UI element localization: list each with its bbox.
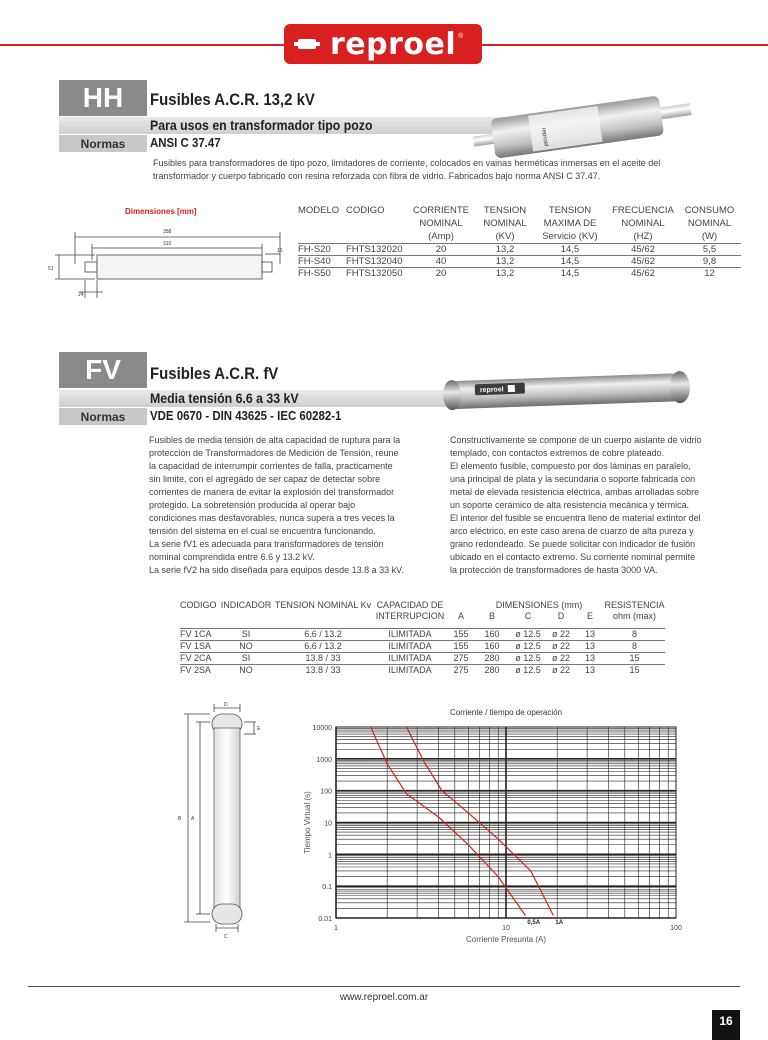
hh-subtitle: Para usos en transformador tipo pozo — [150, 117, 373, 133]
table-row — [180, 629, 665, 641]
registered-mark: ® — [458, 32, 464, 40]
hh-normas-label: Normas — [59, 135, 147, 152]
table-cell: FH-S40 — [298, 256, 346, 268]
table-row — [180, 641, 665, 653]
y-tick-label: 10 — [324, 820, 332, 828]
text-line: ubicado en el contacto extremo. Su corriente nominal permite — [450, 552, 696, 562]
table-cell: 20 — [404, 244, 478, 256]
table-cell: 40 — [404, 256, 478, 268]
fv-normas-value: VDE 0670 - DIN 43625 - IEC 60282-1 — [150, 408, 342, 423]
hh-dimensions-title: Dimensiones [mm] — [125, 207, 197, 216]
text-line: El elemento fusible, compuesto por dos láminas en paralelo, — [450, 461, 691, 471]
page-number: 16 — [712, 1010, 740, 1040]
hh-spec-table — [298, 204, 741, 279]
table-cell: 5,5 — [678, 244, 741, 256]
text-line: grano redondeado. Se puede solicitar con indicador de fusión — [450, 539, 696, 549]
hh-header-cell: MAXIMA DE — [543, 218, 597, 229]
fv-h-a: A — [457, 611, 464, 621]
hh-table-body — [298, 244, 741, 280]
table-cell: 14,5 — [532, 256, 608, 268]
fv-normas-label: Normas — [59, 408, 147, 425]
hh-header-cell: (KV) — [495, 231, 515, 242]
y-tick-label: 100 — [320, 788, 332, 796]
hh-header-cell: NOMINAL — [621, 218, 665, 229]
table-cell: 8 — [604, 641, 665, 653]
table-cell: ø 12.5 — [510, 653, 546, 665]
dim-358: 358 — [163, 229, 172, 235]
table-cell: 155 — [448, 641, 474, 653]
table-cell: FV 2SA — [180, 665, 218, 677]
x-tick-label: 100 — [670, 925, 682, 932]
table-cell: 280 — [474, 653, 510, 665]
table-cell: ø 12.5 — [510, 641, 546, 653]
hh-dimension-drawing — [45, 220, 295, 305]
hh-header-cell: Servicio (KV) — [542, 231, 598, 242]
fv-h-d: D — [557, 611, 565, 621]
table-cell: 13.8 / 33 — [274, 665, 372, 677]
table-cell: ø 22 — [546, 653, 576, 665]
fv-fuse-photo — [440, 365, 700, 420]
fv-h-e: E — [586, 611, 593, 621]
text-line: La serie fV1 es adecuada para transformadores de tensión — [149, 539, 384, 549]
table-cell: 13 — [576, 629, 604, 641]
series-label: 1A — [555, 920, 564, 926]
text-line: una principal de plata y la secundaria o soporte fabricada con — [450, 474, 696, 484]
table-cell: 13 — [576, 641, 604, 653]
table-cell: FHTS132040 — [346, 256, 403, 267]
fv-code-badge: FV — [59, 352, 147, 388]
fv-left-text — [149, 434, 431, 577]
hh-title: Fusibles A.C.R. 13,2 kV — [150, 90, 315, 109]
table-cell: 155 — [448, 629, 474, 641]
hh-header-cell — [346, 217, 404, 230]
text-line: tensión del sistema en el cual se encuentra funcionando. — [149, 526, 376, 536]
table-cell: SI — [218, 653, 274, 665]
fv-title: Fusibles A.C.R. fV — [150, 364, 279, 383]
text-line: corrientes de manera de evitar la explosión del transformador — [149, 487, 395, 497]
table-cell: 15 — [604, 653, 665, 665]
table-cell: 9,8 — [678, 256, 741, 268]
table-cell: 20 — [404, 268, 478, 280]
table-cell: SI — [218, 629, 274, 641]
hh-header-cell — [298, 230, 346, 244]
series-label: 0,5A — [527, 920, 541, 926]
hh-header-cell: MODELO — [298, 205, 340, 216]
fv-dim-a: A — [191, 816, 195, 822]
hh-header-cell — [346, 230, 404, 244]
table-cell: 12 — [678, 268, 741, 280]
hh-header-cell: CODIGO — [346, 205, 385, 216]
table-cell: FH-S50 — [298, 268, 346, 280]
text-line: la capacidad de interrumpir corrientes de falla, practicamente — [149, 461, 393, 471]
brand-logo — [284, 24, 482, 64]
table-cell: FV 1CA — [180, 629, 218, 641]
text-line: metal de elevada resistencia eléctrica, ambas arrolladas sobre — [450, 487, 700, 497]
fv-spec-table — [180, 600, 665, 676]
y-tick-label: 0.01 — [318, 916, 332, 923]
table-cell: FHTS132020 — [346, 244, 403, 255]
table-cell: 45/62 — [608, 268, 678, 280]
hh-header-cell: FRECUENCIA — [612, 205, 674, 216]
fv-dim-c: C — [224, 934, 228, 940]
hh-description: Fusibles para transformadores de tipo pozo, limitadores de corriente, colocados en vainas herméticas inmersas en el aceite del transformador y cuerpo fabricado con resina reforzada con fibra de vidrio. Fabricados bajo norma ANSI C 37.47. — [153, 158, 661, 181]
table-cell: 15 — [604, 665, 665, 677]
table-cell: 160 — [474, 629, 510, 641]
x-tick-label: 1 — [334, 925, 338, 932]
fv-h-tension: TENSION NOMINAL Kv — [274, 600, 372, 610]
hh-header-cell: CORRIENTE — [413, 205, 469, 216]
table-cell: ø 22 — [546, 629, 576, 641]
text-line: El interior del fusible se encuentra lleno de material extintor del — [450, 513, 701, 523]
fv-table-body — [180, 629, 665, 677]
fv-h-capacidad: CAPACIDAD DE — [376, 600, 444, 610]
hh-photo-label: reproel — [540, 127, 549, 147]
table-cell: NO — [218, 641, 274, 653]
table-cell: 45/62 — [608, 256, 678, 268]
table-row — [180, 653, 665, 665]
table-cell: ø 12.5 — [510, 629, 546, 641]
table-cell: FV 2CA — [180, 653, 218, 665]
table-cell: 14,5 — [532, 244, 608, 256]
table-cell: 275 — [448, 665, 474, 677]
dim-24: 24 — [78, 292, 84, 298]
footer-rule — [28, 986, 740, 987]
table-cell: 6.6 / 13.2 — [274, 641, 372, 653]
fv-subtitle: Media tensión 6.6 a 33 kV — [150, 390, 299, 406]
table-cell: 13 — [576, 653, 604, 665]
y-tick-label: 10000 — [312, 725, 332, 732]
y-axis-label: Tiempo Virtual (s) — [303, 791, 312, 854]
hh-header-cell: NOMINAL — [483, 218, 527, 229]
fv-dim-d: D — [224, 702, 228, 708]
text-line: la protección de transformadores de hasta 3000 VA. — [450, 565, 658, 575]
hh-header-cell: NOMINAL — [687, 218, 732, 229]
fv-h-b: B — [488, 611, 495, 621]
fv-h-dimensiones: DIMENSIONES (mm) — [495, 600, 583, 610]
text-line: un soporte cerámico de alta resistencia mecánica y térmica. — [450, 500, 690, 510]
hh-header-cell: TENSION — [548, 205, 592, 216]
text-line: Fusibles de media tensión de alta capacidad de ruptura para la — [149, 435, 401, 445]
hh-header-cell: NOMINAL — [419, 218, 463, 229]
dim-51: 51 — [48, 266, 54, 272]
hh-header-cell: (W) — [701, 231, 718, 242]
y-tick-label: 1000 — [316, 756, 332, 764]
text-line: La serie fV2 ha sido diseñada para equipos desde 13.8 a 33 kV. — [149, 565, 404, 575]
fv-dim-e: E — [257, 726, 261, 732]
x-axis-label: Corriente Presunta (A) — [465, 935, 547, 944]
table-cell: 6.6 / 13.2 — [274, 629, 372, 641]
footer-url[interactable]: www.reproel.com.ar — [339, 992, 429, 1003]
hh-header-cell: (HZ) — [633, 231, 653, 242]
table-cell: ILIMITADA — [372, 641, 448, 653]
fv-h-c: C — [524, 611, 532, 621]
table-row — [298, 268, 741, 280]
hh-code-badge: HH — [59, 80, 147, 116]
text-line: sin limite, con el agregado de ser capaz de detectar sobre — [149, 474, 381, 484]
text-line: Constructivamente se compone de un cuerpo aislante de vidrio — [450, 435, 702, 445]
table-cell: ø 22 — [546, 641, 576, 653]
brand-name: reproel — [330, 26, 457, 62]
table-cell: 275 — [448, 653, 474, 665]
text-line: nominal comprendida entre 6.6 y 13.2 kV. — [149, 552, 315, 562]
dim-15: 15 — [277, 248, 283, 254]
fv-dimension-drawing — [170, 700, 270, 940]
time-current-chart — [290, 700, 710, 950]
hh-header-cell — [298, 217, 346, 230]
table-cell: FV 1SA — [180, 641, 218, 653]
hh-header-cell: (Amp) — [428, 231, 454, 242]
fv-right-text — [450, 434, 740, 577]
table-cell: 14,5 — [532, 268, 608, 280]
hh-normas-value: ANSI C 37.47 — [150, 135, 221, 150]
fv-h-resistencia: RESISTENCIA — [604, 600, 665, 610]
text-line: templado, con contactos extremos de cobre plateado. — [450, 448, 665, 458]
y-tick-label: 0.1 — [322, 884, 332, 892]
text-line: arco eléctrico, en este caso arena de cuarzo de alta pureza y — [450, 526, 694, 536]
fv-dim-b: B — [178, 816, 182, 822]
fuse-logo-icon — [294, 37, 320, 51]
table-cell: 13,2 — [478, 268, 532, 280]
table-cell: FH-S20 — [298, 244, 346, 256]
hh-header-cell: TENSION — [483, 205, 527, 216]
table-cell: 13,2 — [478, 244, 532, 256]
table-row — [180, 665, 665, 677]
fv-h-codigo: CODIGO — [180, 600, 217, 610]
table-cell: 280 — [474, 665, 510, 677]
table-cell: ILIMITADA — [372, 629, 448, 641]
fv-photo-label: reproel — [479, 386, 504, 395]
fv-h-ohm: ohm (max) — [612, 611, 656, 621]
text-line: protegido. La sobretensión producida al operar bajo — [149, 500, 356, 510]
table-cell: ø 12.5 — [510, 665, 546, 677]
fv-h-indicador: INDICADOR — [220, 600, 272, 610]
hh-header-cell: CONSUMO — [684, 205, 735, 216]
table-cell: 45/62 — [608, 244, 678, 256]
y-tick-label: 1 — [328, 852, 332, 860]
table-cell: 13.8 / 33 — [274, 653, 372, 665]
table-cell: 13,2 — [478, 256, 532, 268]
table-cell: ø 22 — [546, 665, 576, 677]
text-line: condiciones mas desfavorables, nunca supera a tres veces la — [149, 513, 395, 523]
table-cell: ILIMITADA — [372, 665, 448, 677]
table-cell: NO — [218, 665, 274, 677]
fv-h-interrupcion: INTERRUPCION — [375, 611, 445, 621]
table-row — [298, 256, 741, 268]
text-line: protección de Transformadores de Medición de Tensión, reune — [149, 448, 399, 458]
table-cell: 13 — [576, 665, 604, 677]
table-cell: 160 — [474, 641, 510, 653]
dim-310: 310 — [163, 241, 172, 247]
x-tick-label: 10 — [502, 925, 510, 932]
chart-title: Corriente / tiempo de operación — [449, 708, 563, 717]
table-cell: 8 — [604, 629, 665, 641]
table-cell: FHTS132050 — [346, 268, 403, 279]
hh-table-header — [298, 204, 741, 244]
table-row — [298, 244, 741, 256]
table-cell: ILIMITADA — [372, 653, 448, 665]
